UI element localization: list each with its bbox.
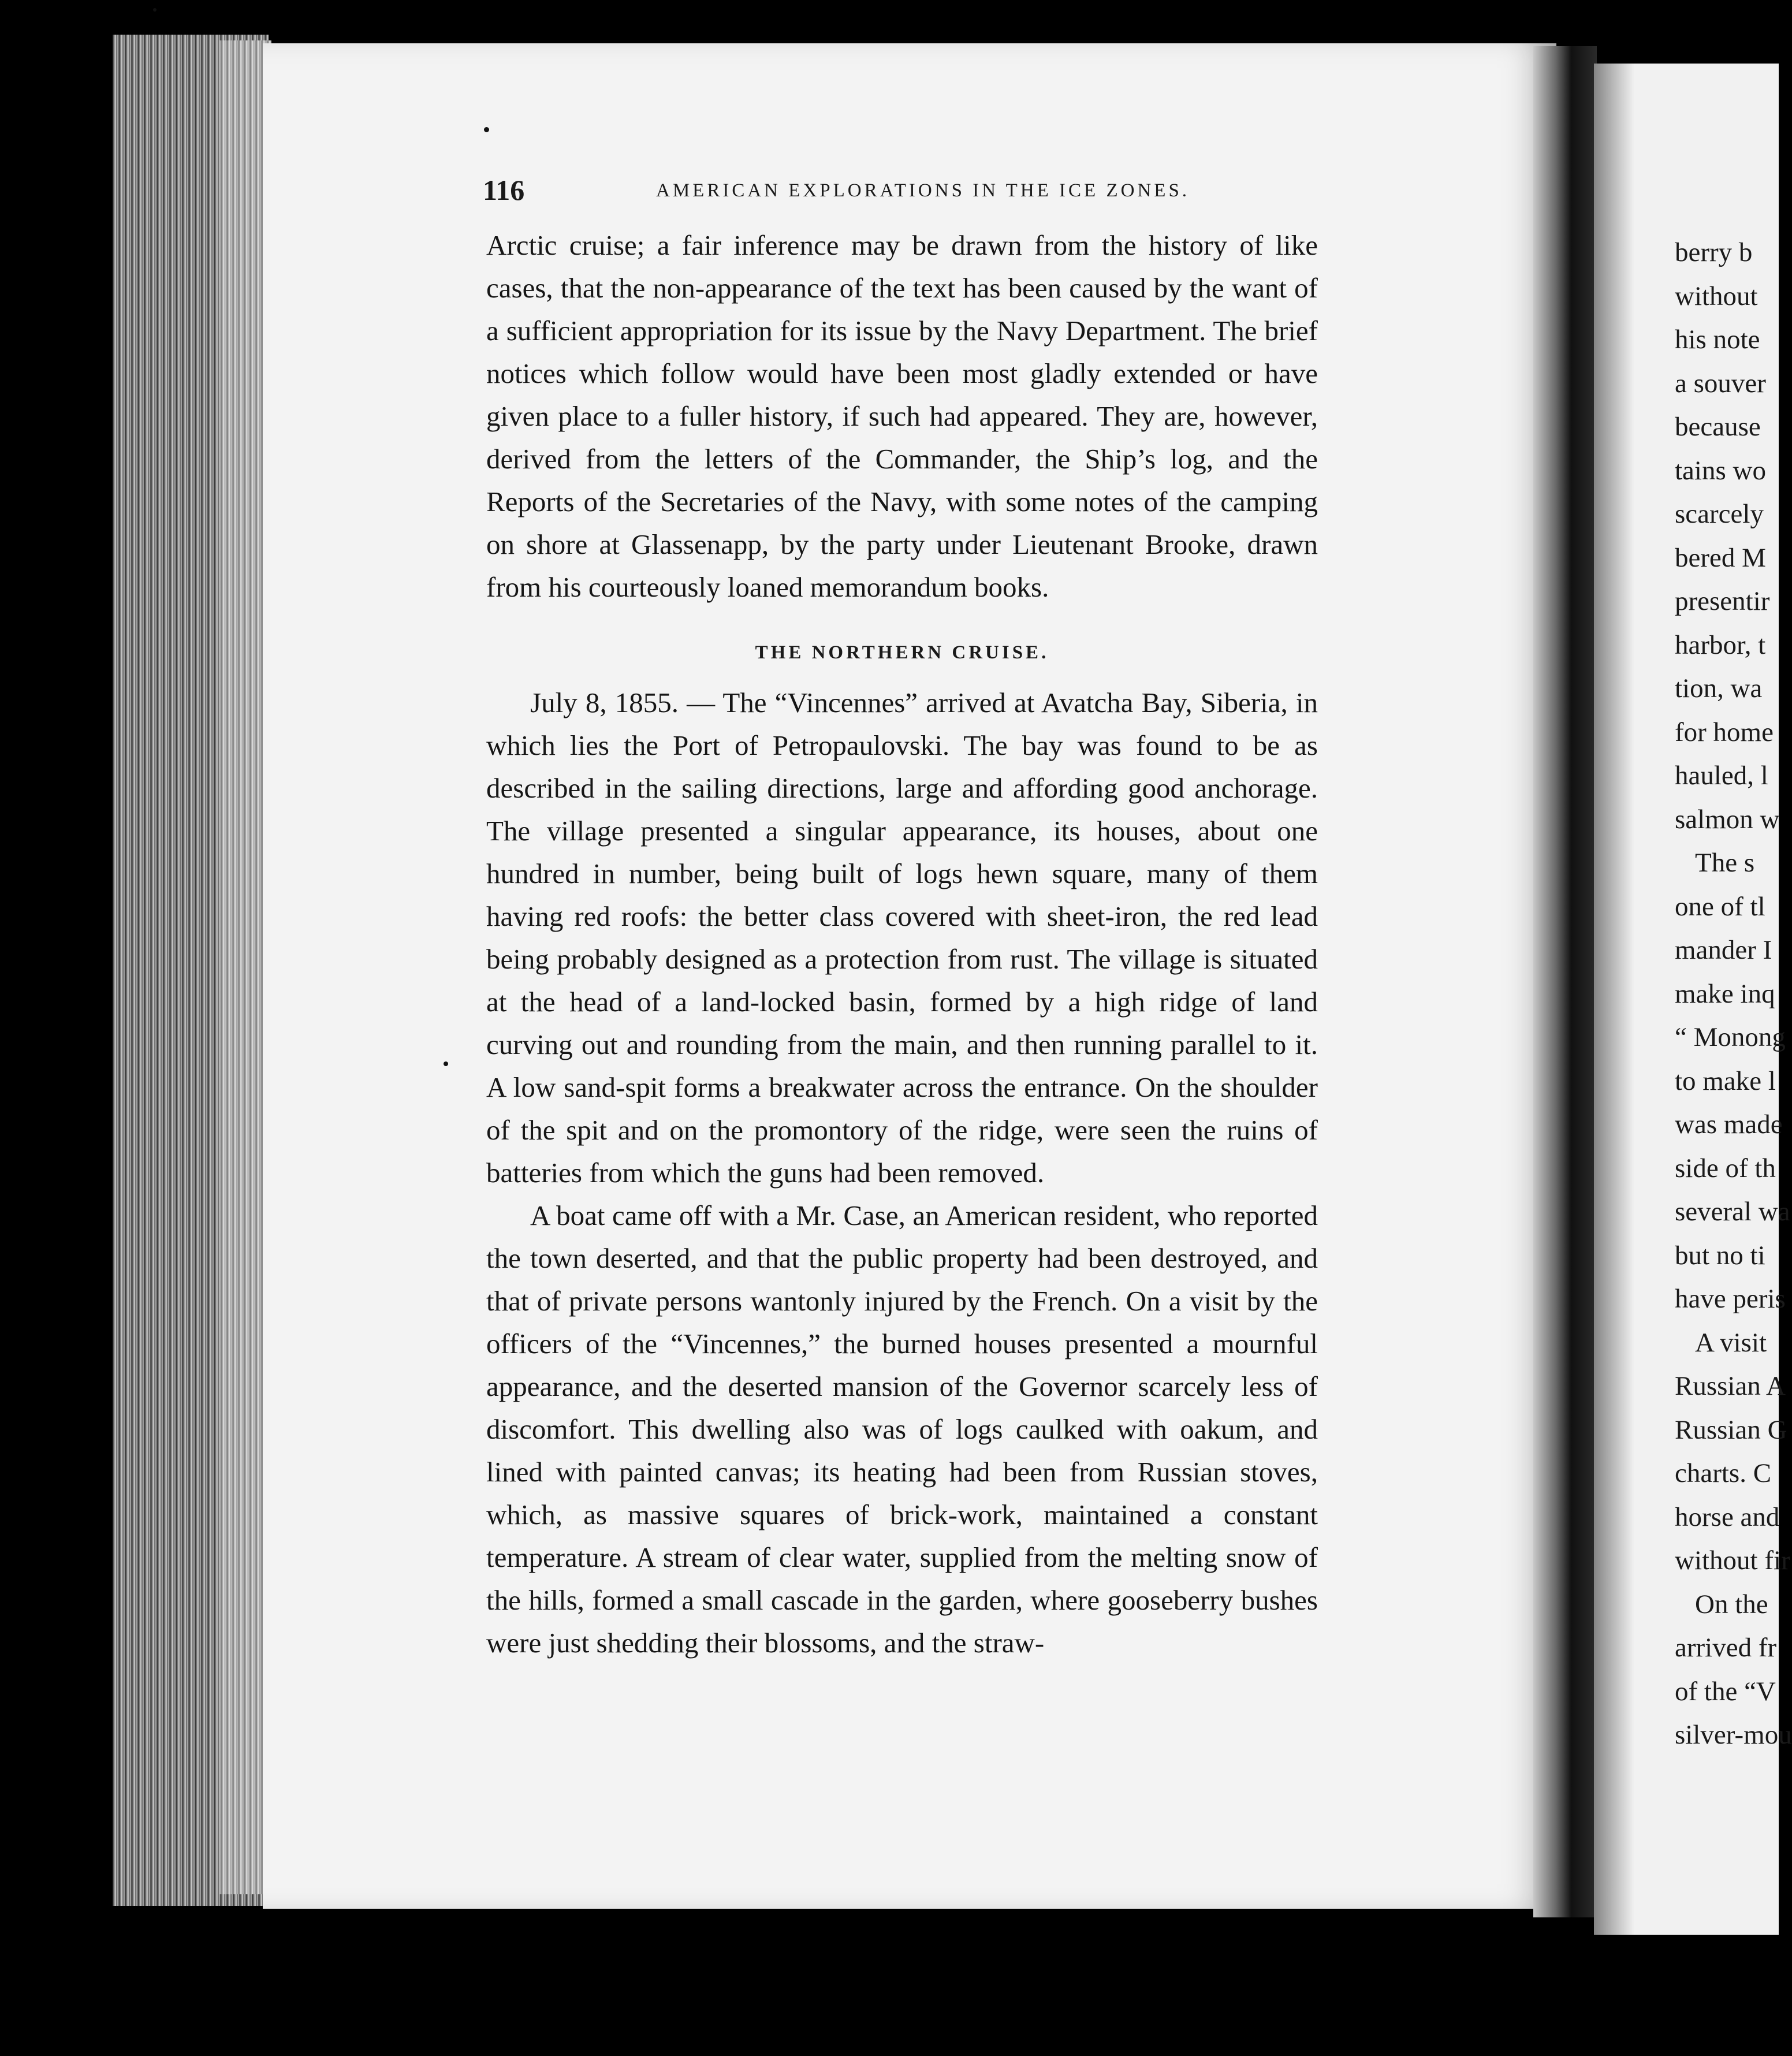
right-page-line: side of th xyxy=(1675,1153,1776,1183)
right-page-line: to make l xyxy=(1675,1066,1776,1096)
right-page-line: his note xyxy=(1675,325,1760,355)
page-body xyxy=(486,224,1318,1664)
right-page-line: of the “V xyxy=(1675,1676,1776,1707)
paragraph-continued: Arctic cruise; a fair inference may be drawn from the history of like cases, that the non-appearance of the text has been caused by the want of a sufficient appropriation for its issue by the Navy Department. The brief notices which follow would have been most gladly extended or have given place to a fuller history, if such had appeared. They are, however, derived from the letters of the Commander, the Ship’s log, and the Reports of the Secretaries of the Navy, with some notes of the camping on shore at Glassenapp, by the party under Lieutenant Brooke, drawn from his courteously loaned memorandum books. xyxy=(486,229,1318,603)
right-page-line: for home xyxy=(1675,717,1774,747)
right-page-line: Russian A xyxy=(1675,1371,1786,1401)
right-page-line: harbor, t xyxy=(1675,630,1766,660)
right-page-line: scarcely xyxy=(1675,499,1764,529)
page-number: 116 xyxy=(483,174,525,206)
right-page-line: arrived fr xyxy=(1675,1633,1777,1663)
book-gutter xyxy=(1533,46,1597,1917)
right-page-line: make inq xyxy=(1675,978,1775,1009)
right-page-line: without xyxy=(1675,281,1758,311)
right-page-line: have peris xyxy=(1675,1284,1786,1314)
right-page-line: presentir xyxy=(1675,586,1770,616)
right-page-line: was made xyxy=(1675,1109,1783,1139)
scan-speck xyxy=(484,127,489,132)
right-page-line: salmon w xyxy=(1675,804,1780,835)
running-header xyxy=(483,173,1314,208)
right-page-line: several wa xyxy=(1675,1197,1790,1227)
paragraph-boat-visit: A boat came off with a Mr. Case, an American resident, who reported the town deserted, and that the public property had been destroyed, and that of private persons wantonly injured by the French. On a visit by the officers of the “Vincennes,” the burned houses presented a mournful appearance, and the deserted mansion of the Governor scarcely less of discomfort. This dwelling also was of logs caulked with oakum, and lined with painted canvas; its heating had been from Russian stoves, which, as massive squares of brick-work, maintained a constant temperature. A stream of clear water, supplied from the melting snow of the hills, formed a small cascade in the garden, where gooseberry bushes were just shedding their blossoms, and the straw- xyxy=(486,1200,1318,1659)
paragraph-arrival: July 8, 1855. — The “Vincennes” arrived at Avatcha Bay, Siberia, in which lies the Port of Petropaulovski. The bay was found to be as described in the sailing directions, large and affording good anchorage. The village presented a singular appearance, its houses, about one hundred in number, being built of logs hewn square, many of them having red roofs: the better class covered with sheet-iron, the red lead being probably designed as a protection from rust. The village is situated at the head of a land-locked basin, formed by a high ridge of land curving out and rounding from the main, and then running parallel to it. A low sand-spit forms a breakwater across the entrance. On the shoulder of the spit and on the promontory of the ridge, were seen the ruins of batteries from which the guns had been removed. xyxy=(486,687,1318,1189)
right-page-shadow xyxy=(1594,64,1634,1935)
right-page-line: Russian G xyxy=(1675,1414,1787,1445)
right-page-line: tains wo xyxy=(1675,455,1766,486)
right-page-line: tion, wa xyxy=(1675,673,1763,703)
right-page-line: berry b xyxy=(1675,237,1753,267)
right-page-line: without fir xyxy=(1675,1545,1790,1575)
right-page-line: The s xyxy=(1695,848,1755,878)
scan-speck xyxy=(153,8,157,12)
right-page-line: but no ti xyxy=(1675,1240,1765,1271)
right-page-line: silver-mou xyxy=(1675,1720,1792,1750)
right-page-line: “ Monong xyxy=(1675,1022,1786,1052)
right-page-line: bered M xyxy=(1675,542,1766,573)
right-page-line: because xyxy=(1675,412,1761,442)
right-page-line: A visit xyxy=(1695,1327,1767,1358)
right-page-line: a souver xyxy=(1675,368,1766,398)
right-page-line: one of tl xyxy=(1675,891,1765,922)
right-page-line: hauled, l xyxy=(1675,761,1768,791)
right-page-fragment xyxy=(1594,64,1792,1935)
right-page-line: mander I xyxy=(1675,935,1772,965)
right-page-line: horse and xyxy=(1675,1502,1780,1532)
right-page-line: charts. C xyxy=(1675,1458,1772,1488)
running-title: AMERICAN EXPLORATIONS IN THE ICE ZONES. xyxy=(656,180,1190,201)
right-page-line: On the xyxy=(1695,1589,1768,1619)
section-heading: THE NORTHERN CRUISE. xyxy=(755,642,1049,663)
scan-speck xyxy=(444,1061,448,1066)
